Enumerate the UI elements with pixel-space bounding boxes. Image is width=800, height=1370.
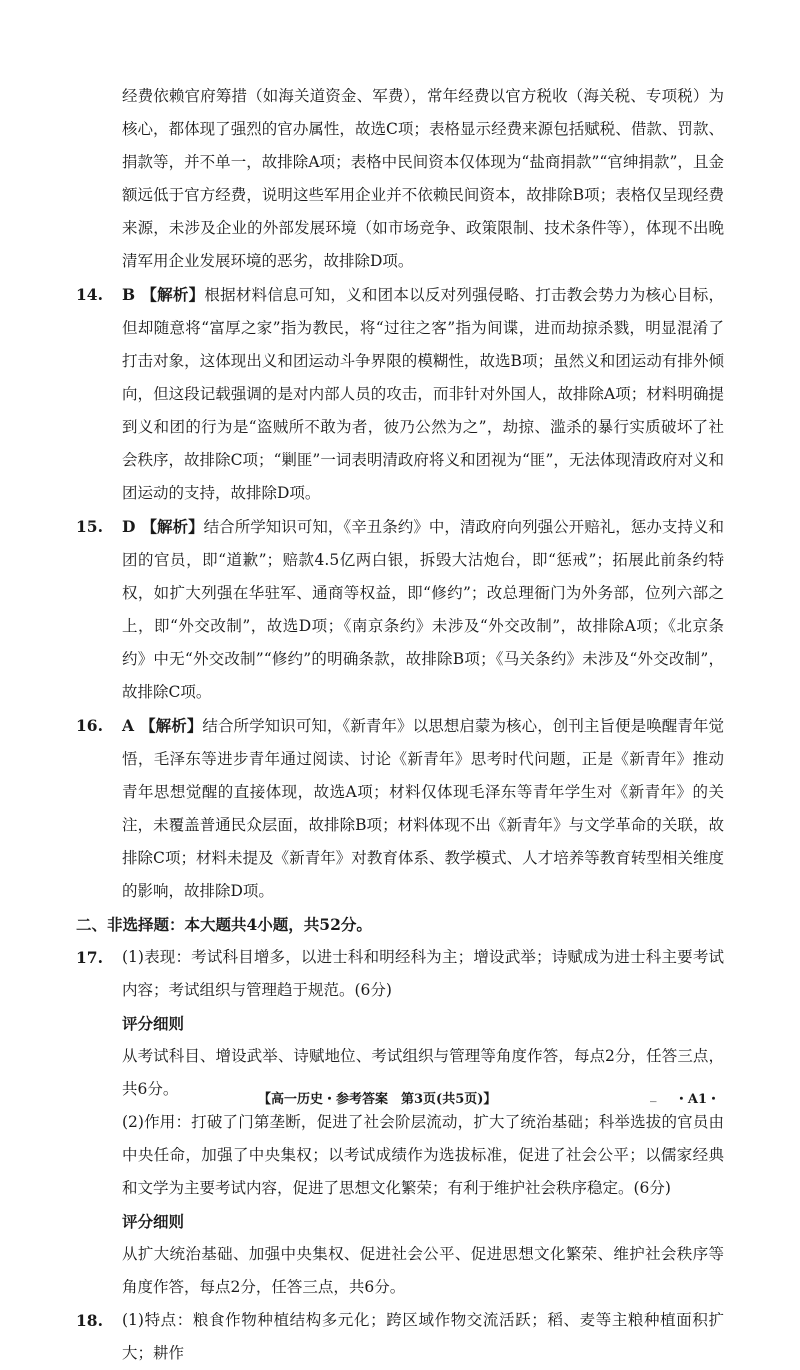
- q17-part2: (2)作用：打破了门第垄断，促进了社会阶层流动，扩大了统治基础；科举选拔的官员由中央任命，加强了中央集权；以考试成绩作为选拔标准，促进了社会公平；以儒家经典和文学为主要考试内容，促进了思想文化繁荣；有利于维护社会秩序稳定。(6分): [122, 1113, 724, 1197]
- footer-mark: _: [650, 1088, 657, 1103]
- question-number: 18.: [76, 1311, 103, 1330]
- analysis-text: 结合所学知识可知，《辛丑条约》中，清政府向列强公开赔礼，惩办支持义和团的官员，即“道歉”；赔款4.5亿两白银，拆毁大沽炮台，即“惩戒”；拓展此前条约特权，如扩大列强在华驻军、通商等权益，即“修约”；改总理衙门为外务部，位列六部之上，即“外交改制”，故选D项；《南京条约》未涉及“外交改制”，故排除A项；《北京条约》中无“外交改制”“修约”的明确条款，故排除B项；《马关条约》未涉及“外交改制”，故排除C项。: [122, 518, 724, 701]
- answer-letter: B: [122, 285, 136, 304]
- rubric-text: 从考试科目、增设武举、诗赋地位、考试组织与管理等角度作答，每点2分，任答三点，共6分。: [122, 1047, 724, 1098]
- question-number: 17.: [76, 948, 103, 967]
- question-14: [76, 278, 724, 510]
- analysis-text: 根据材料信息可知，义和团本以反对列强侵略、打击教会势力为核心目标，但却随意将“富厚之家”指为教民，将“过往之客”指为间谍，进而劫掠杀戮，明显混淆了打击对象，这体现出义和团运动斗争界限的模糊性，故选B项；虽然义和团运动有排外倾向，但这段记载强调的是对内部人员的攻击，而非针对外国人，故排除A项；材料明确提到义和团的行为是“盗贼所不敢为者，彼乃公然为之”，劫掠、滥杀的暴行实质破坏了社会秩序，故排除C项；“剿匪”一词表明清政府将义和团视为“匪”，无法体现清政府对义和团运动的支持，故排除D项。: [122, 286, 724, 502]
- rubric-heading: 评分细则: [122, 1212, 185, 1231]
- analysis-text: 结合所学知识可知，《新青年》以思想启蒙为核心，创刊主旨便是唤醒青年觉悟，毛泽东等进步青年通过阅读、讨论《新青年》思考时代问题，正是《新青年》推动青年思想觉醒的直接体现，故选A项；材料仅体现毛泽东等青年学生对《新青年》的关注，未覆盖普通民众层面，故排除B项；材料体现不出《新青年》与文学革命的关联，故排除C项；材料未提及《新青年》对教育体系、教学模式、人才培养等教育转型相关维度的影响，故排除D项。: [122, 717, 724, 900]
- q18-part1: (1)特点：粮食作物种植结构多元化；跨区域作物交流活跃；稻、麦等主粮种植面积扩大；耕作: [122, 1311, 724, 1362]
- rubric-text: 从扩大统治基础、加强中央集权、促进社会公平、促进思想文化繁荣、维护社会秩序等角度作答，每点2分，任答三点，共6分。: [122, 1245, 724, 1296]
- page-content: [76, 80, 724, 1370]
- question-16: [76, 709, 724, 908]
- analysis-tag: 【解析】: [141, 517, 204, 536]
- page-footer: [0, 1088, 800, 1112]
- footer-page-info: 【高一历史・参考答案 第3页(共5页)】: [258, 1092, 497, 1107]
- q17-part1: (1)表现：考试科目增多，以进士科和明经科为主；增设武举；诗赋成为进士科主要考试内容；考试组织与管理趋于规范。(6分): [122, 948, 724, 999]
- question-15: [76, 510, 724, 709]
- question-number: 16.: [76, 716, 103, 735]
- question-number: 14.: [76, 285, 103, 304]
- q13-continuation: 经费依赖官府筹措（如海关道资金、军费），常年经费以官方税收（海关税、专项税）为核心，都体现了强烈的官办属性，故选C项；表格显示经费来源包括赋税、借款、罚款、捐款等，并不单一，故排除A项；表格中民间资本仅体现为“盐商捐款”“官绅捐款”，且金额远低于官方经费，说明这些军用企业并不依赖民间资本，故排除B项；表格仅呈现经费来源，未涉及企业的外部发展环境（如市场竞争、政策限制、技术条件等），体现不出晚清军用企业发展环境的恶劣，故排除D项。: [122, 87, 724, 270]
- analysis-tag: 【解析】: [141, 285, 205, 304]
- answer-letter: D: [122, 517, 136, 536]
- rubric-heading: 评分细则: [122, 1014, 185, 1033]
- question-17: [76, 941, 724, 1007]
- question-18: [76, 1304, 724, 1370]
- footer-code: ・A1・: [674, 1092, 720, 1107]
- question-number: 15.: [76, 517, 103, 536]
- analysis-tag: 【解析】: [140, 716, 203, 735]
- answer-letter: A: [122, 716, 135, 735]
- section-heading: 二、非选择题：本大题共4小题，共52分。: [76, 915, 372, 934]
